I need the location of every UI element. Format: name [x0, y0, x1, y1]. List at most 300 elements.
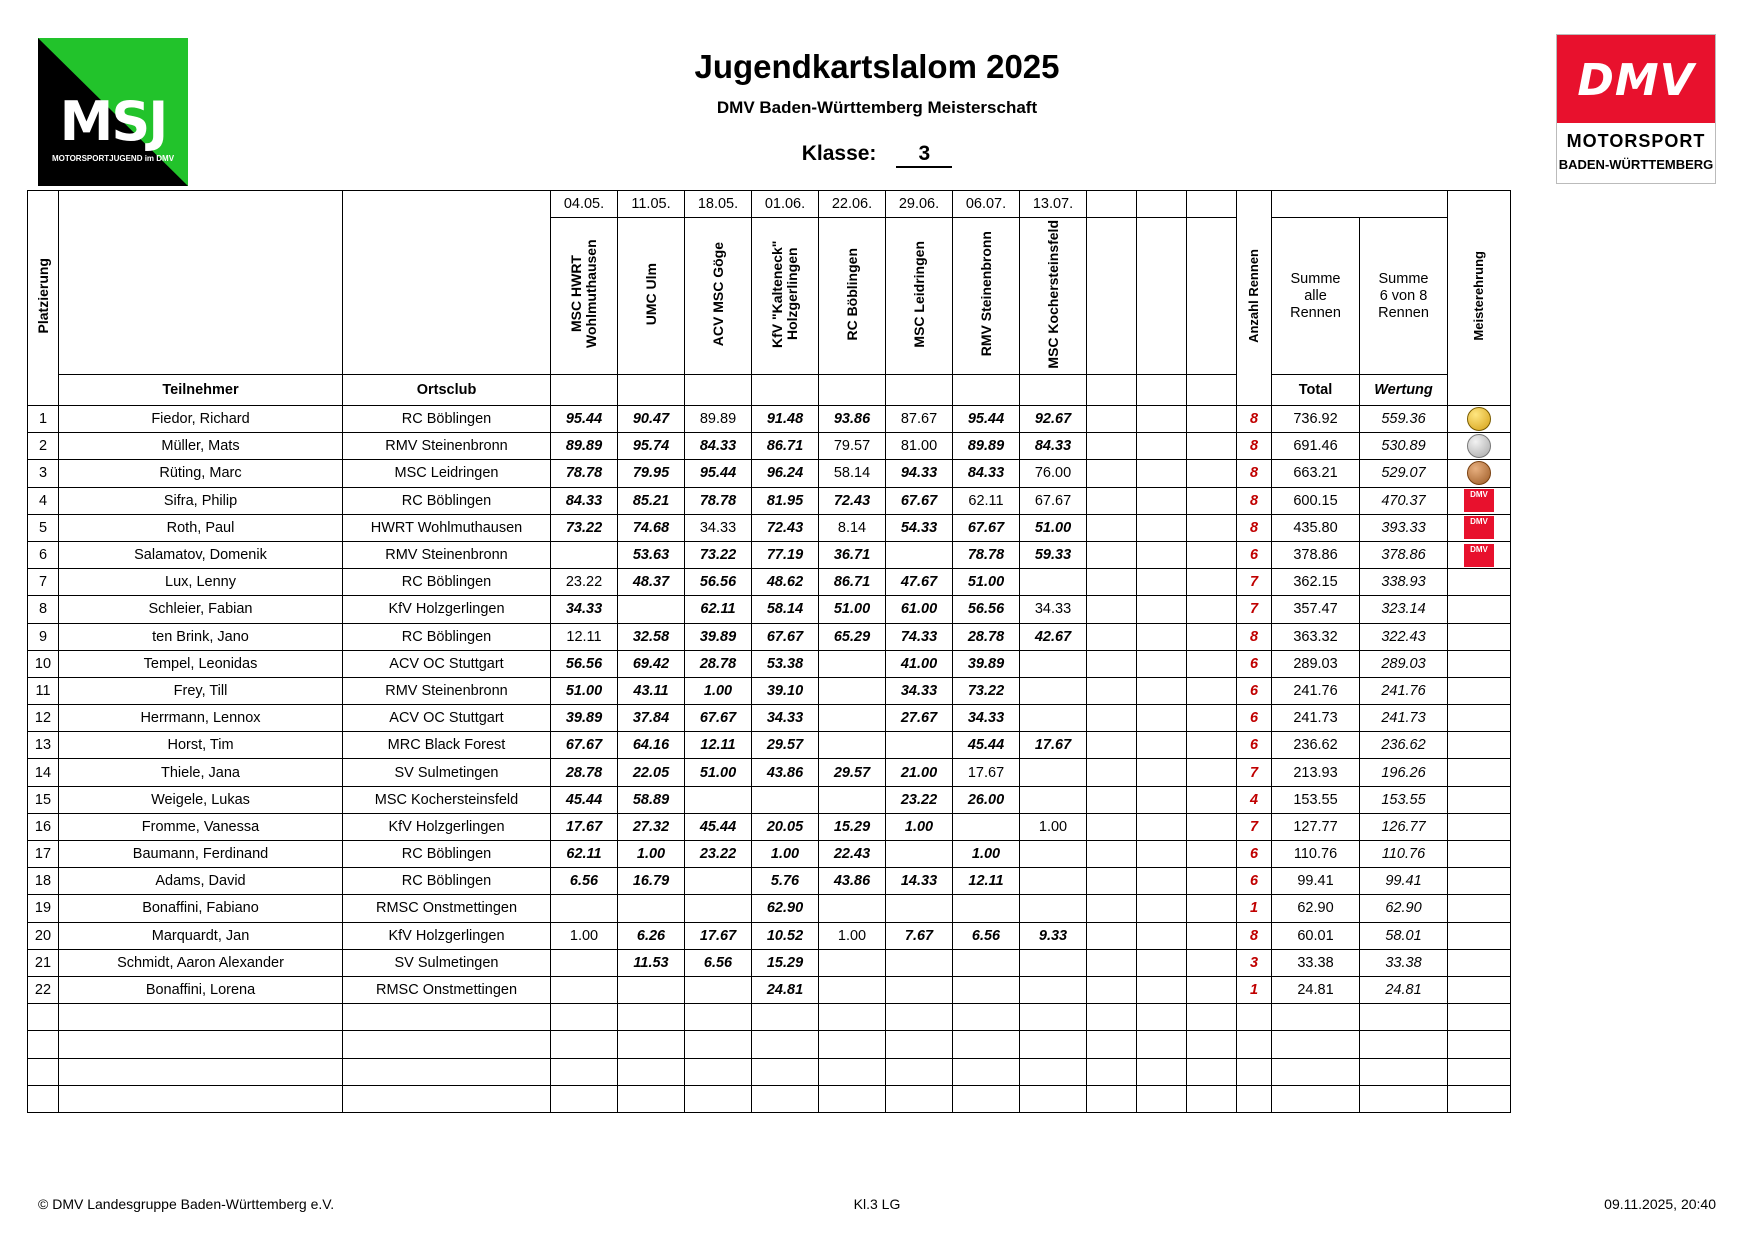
event-name-3: ACV MSC Göge	[685, 218, 752, 375]
row-race-count: 8	[1237, 623, 1272, 650]
row-result-empty-1	[1087, 406, 1137, 433]
row-result-empty-1	[1087, 1031, 1137, 1058]
row-participant: Sifra, Philip	[59, 487, 343, 514]
row-result-7: 89.89	[953, 433, 1020, 460]
row-result-7	[953, 1058, 1020, 1085]
row-result-1: 23.22	[551, 569, 618, 596]
row-participant: Salamatov, Domenik	[59, 541, 343, 568]
row-result-1: 84.33	[551, 487, 618, 514]
row-result-6	[886, 949, 953, 976]
row-position: 12	[28, 705, 59, 732]
header-row-titles	[28, 375, 1511, 406]
header-summe-6von8: Summe 6 von 8 Rennen	[1360, 218, 1448, 375]
row-result-8	[1020, 1085, 1087, 1112]
row-result-empty-3	[1187, 487, 1237, 514]
row-result-8: 92.67	[1020, 406, 1087, 433]
row-wertung: 58.01	[1360, 922, 1448, 949]
row-position: 21	[28, 949, 59, 976]
row-result-7: 34.33	[953, 705, 1020, 732]
row-result-5	[819, 1031, 886, 1058]
header-result-spacer-11	[1187, 375, 1237, 406]
row-result-5: 29.57	[819, 759, 886, 786]
header-meisterehrung: Meisterehrung	[1448, 191, 1511, 406]
row-result-1	[551, 1031, 618, 1058]
event-name-1: MSC HWRT Wohlmuthausen	[551, 218, 618, 375]
row-result-1: 95.44	[551, 406, 618, 433]
row-result-7: 95.44	[953, 406, 1020, 433]
row-participant: Schmidt, Aaron Alexander	[59, 949, 343, 976]
row-result-3: 12.11	[685, 732, 752, 759]
row-total: 435.80	[1272, 514, 1360, 541]
row-result-5: 58.14	[819, 460, 886, 487]
row-result-empty-2	[1137, 650, 1187, 677]
row-result-5	[819, 650, 886, 677]
row-result-3: 67.67	[685, 705, 752, 732]
row-result-1: 45.44	[551, 786, 618, 813]
row-honor	[1448, 976, 1511, 1003]
header-summe-alle: Summe alle Rennen	[1272, 218, 1360, 375]
row-race-count: 8	[1237, 487, 1272, 514]
row-position	[28, 1085, 59, 1112]
row-result-empty-1	[1087, 487, 1137, 514]
event-name-8: MSC Kochersteinsfeld	[1020, 218, 1087, 375]
row-result-1	[551, 1058, 618, 1085]
row-total	[1272, 1004, 1360, 1031]
row-result-7	[953, 976, 1020, 1003]
row-result-8	[1020, 1031, 1087, 1058]
row-wertung: 241.73	[1360, 705, 1448, 732]
event-name-empty-2	[1137, 218, 1187, 375]
dmv-logo	[1556, 34, 1716, 184]
row-result-4: 29.57	[752, 732, 819, 759]
row-race-count: 3	[1237, 949, 1272, 976]
row-result-8: 67.67	[1020, 487, 1087, 514]
row-result-6	[886, 1085, 953, 1112]
row-wertung: 470.37	[1360, 487, 1448, 514]
row-result-2: 1.00	[618, 841, 685, 868]
table-row	[28, 841, 1511, 868]
row-result-3: 23.22	[685, 841, 752, 868]
table-header	[28, 191, 1511, 406]
row-total: 213.93	[1272, 759, 1360, 786]
row-result-empty-3	[1187, 406, 1237, 433]
row-result-2	[618, 596, 685, 623]
row-participant: Fromme, Vanessa	[59, 813, 343, 840]
event-name-empty-3	[1187, 218, 1237, 375]
row-result-5: 65.29	[819, 623, 886, 650]
row-result-3: 56.56	[685, 569, 752, 596]
row-result-1	[551, 1004, 618, 1031]
row-result-empty-1	[1087, 895, 1137, 922]
row-result-empty-3	[1187, 759, 1237, 786]
table-row	[28, 433, 1511, 460]
row-race-count: 8	[1237, 406, 1272, 433]
row-honor	[1448, 623, 1511, 650]
row-result-1: 1.00	[551, 922, 618, 949]
row-result-6: 74.33	[886, 623, 953, 650]
row-participant: Schleier, Fabian	[59, 596, 343, 623]
row-total: 363.32	[1272, 623, 1360, 650]
row-result-empty-3	[1187, 732, 1237, 759]
row-result-1: 34.33	[551, 596, 618, 623]
row-result-empty-1	[1087, 1004, 1137, 1031]
row-honor	[1448, 460, 1511, 487]
row-honor	[1448, 1031, 1511, 1058]
row-honor	[1448, 813, 1511, 840]
row-result-empty-2	[1137, 922, 1187, 949]
header-result-spacer-6	[886, 375, 953, 406]
row-club: HWRT Wohlmuthausen	[343, 514, 551, 541]
table-row	[28, 1004, 1511, 1031]
row-result-empty-3	[1187, 705, 1237, 732]
row-result-empty-1	[1087, 732, 1137, 759]
row-participant: Herrmann, Lennox	[59, 705, 343, 732]
dmv-logo-region: BADEN-WÜRTTEMBERG	[1558, 157, 1714, 172]
row-result-4: 58.14	[752, 596, 819, 623]
row-total: 362.15	[1272, 569, 1360, 596]
row-result-6: 81.00	[886, 433, 953, 460]
header-result-spacer-2	[618, 375, 685, 406]
row-result-8	[1020, 976, 1087, 1003]
table-row	[28, 487, 1511, 514]
row-result-empty-2	[1137, 976, 1187, 1003]
row-position	[28, 1058, 59, 1085]
row-wertung	[1360, 1004, 1448, 1031]
row-wertung: 530.89	[1360, 433, 1448, 460]
row-honor	[1448, 786, 1511, 813]
row-result-8: 17.67	[1020, 732, 1087, 759]
header-result-spacer-3	[685, 375, 752, 406]
row-result-8	[1020, 868, 1087, 895]
row-result-empty-2	[1137, 841, 1187, 868]
row-participant: Bonaffini, Lorena	[59, 976, 343, 1003]
row-total: 127.77	[1272, 813, 1360, 840]
row-position: 22	[28, 976, 59, 1003]
row-result-empty-3	[1187, 1058, 1237, 1085]
row-result-empty-3	[1187, 541, 1237, 568]
header-result-spacer-7	[953, 375, 1020, 406]
row-result-4: 20.05	[752, 813, 819, 840]
row-club: RC Böblingen	[343, 841, 551, 868]
row-result-8	[1020, 895, 1087, 922]
header-result-spacer-9	[1087, 375, 1137, 406]
table-body	[28, 406, 1511, 1113]
footer-center-label: Kl.3 LG	[853, 1196, 901, 1212]
row-club: RMSC Onstmettingen	[343, 976, 551, 1003]
row-result-2: 85.21	[618, 487, 685, 514]
row-wertung: 338.93	[1360, 569, 1448, 596]
row-club: SV Sulmetingen	[343, 949, 551, 976]
row-position: 17	[28, 841, 59, 868]
row-total: 736.92	[1272, 406, 1360, 433]
row-result-2	[618, 1004, 685, 1031]
row-participant: Rüting, Marc	[59, 460, 343, 487]
row-position: 3	[28, 460, 59, 487]
row-result-5: 72.43	[819, 487, 886, 514]
row-result-4: 5.76	[752, 868, 819, 895]
row-result-empty-3	[1187, 922, 1237, 949]
row-result-5: 79.57	[819, 433, 886, 460]
row-club: MSC Kochersteinsfeld	[343, 786, 551, 813]
row-result-5: 36.71	[819, 541, 886, 568]
row-result-empty-1	[1087, 650, 1137, 677]
row-result-1	[551, 976, 618, 1003]
row-result-empty-1	[1087, 541, 1137, 568]
row-result-empty-3	[1187, 596, 1237, 623]
dmv-badge-icon: DMV	[1464, 544, 1494, 567]
row-result-2	[618, 1085, 685, 1112]
row-participant: Fiedor, Richard	[59, 406, 343, 433]
row-result-1: 89.89	[551, 433, 618, 460]
row-result-8	[1020, 759, 1087, 786]
row-result-empty-1	[1087, 1058, 1137, 1085]
event-date-8: 13.07.	[1020, 191, 1087, 218]
row-position: 14	[28, 759, 59, 786]
row-race-count: 8	[1237, 514, 1272, 541]
row-club: RMSC Onstmettingen	[343, 895, 551, 922]
row-result-3: 89.89	[685, 406, 752, 433]
row-total: 600.15	[1272, 487, 1360, 514]
row-participant: Weigele, Lukas	[59, 786, 343, 813]
row-result-empty-3	[1187, 949, 1237, 976]
row-result-2: 58.89	[618, 786, 685, 813]
row-participant: Roth, Paul	[59, 514, 343, 541]
row-wertung: 196.26	[1360, 759, 1448, 786]
row-result-8	[1020, 786, 1087, 813]
row-honor	[1448, 868, 1511, 895]
row-result-empty-2	[1137, 541, 1187, 568]
row-participant: Marquardt, Jan	[59, 922, 343, 949]
row-result-5: 1.00	[819, 922, 886, 949]
row-result-empty-2	[1137, 732, 1187, 759]
row-honor	[1448, 677, 1511, 704]
row-result-empty-2	[1137, 705, 1187, 732]
row-result-7	[953, 1031, 1020, 1058]
row-result-6: 87.67	[886, 406, 953, 433]
row-result-7	[953, 949, 1020, 976]
row-result-empty-2	[1137, 949, 1187, 976]
row-result-8	[1020, 1058, 1087, 1085]
msj-logo-subtext: MOTORSPORTJUGEND im DMV	[51, 154, 175, 163]
row-result-4: 91.48	[752, 406, 819, 433]
table-row	[28, 813, 1511, 840]
row-result-2	[618, 976, 685, 1003]
event-name-5: RC Böblingen	[819, 218, 886, 375]
row-participant	[59, 1031, 343, 1058]
row-participant: Bonaffini, Fabiano	[59, 895, 343, 922]
event-name-7: RMV Steinenbronn	[953, 218, 1020, 375]
row-participant: Baumann, Ferdinand	[59, 841, 343, 868]
row-result-6: 7.67	[886, 922, 953, 949]
row-result-empty-2	[1137, 433, 1187, 460]
dmv-logo-motorsport: MOTORSPORT	[1566, 131, 1706, 151]
event-date-2: 11.05.	[618, 191, 685, 218]
row-club: RMV Steinenbronn	[343, 541, 551, 568]
row-result-1: 39.89	[551, 705, 618, 732]
row-result-empty-2	[1137, 406, 1187, 433]
table-row	[28, 976, 1511, 1003]
row-result-1: 62.11	[551, 841, 618, 868]
row-position: 19	[28, 895, 59, 922]
row-wertung: 153.55	[1360, 786, 1448, 813]
row-race-count: 7	[1237, 569, 1272, 596]
row-result-8	[1020, 677, 1087, 704]
table-row	[28, 514, 1511, 541]
row-wertung: 393.33	[1360, 514, 1448, 541]
row-result-4: 81.95	[752, 487, 819, 514]
row-club: ACV OC Stuttgart	[343, 705, 551, 732]
row-result-2: 48.37	[618, 569, 685, 596]
row-result-5	[819, 705, 886, 732]
row-race-count: 6	[1237, 868, 1272, 895]
row-result-7	[953, 895, 1020, 922]
row-result-empty-1	[1087, 433, 1137, 460]
row-club: MSC Leidringen	[343, 460, 551, 487]
row-result-empty-3	[1187, 514, 1237, 541]
row-result-1: 73.22	[551, 514, 618, 541]
event-date-empty-2	[1137, 191, 1187, 218]
row-result-7: 67.67	[953, 514, 1020, 541]
header-dmv-bw: DMV - BW	[1272, 191, 1448, 218]
event-name-empty-1	[1087, 218, 1137, 375]
row-result-6: 54.33	[886, 514, 953, 541]
row-result-7	[953, 1085, 1020, 1112]
row-club	[343, 1004, 551, 1031]
row-result-2: 90.47	[618, 406, 685, 433]
row-result-6: 34.33	[886, 677, 953, 704]
row-result-empty-3	[1187, 650, 1237, 677]
row-result-1	[551, 541, 618, 568]
row-result-empty-1	[1087, 759, 1137, 786]
row-race-count	[1237, 1031, 1272, 1058]
row-honor	[1448, 487, 1511, 514]
row-result-2: 53.63	[618, 541, 685, 568]
row-wertung	[1360, 1031, 1448, 1058]
table-row	[28, 1085, 1511, 1112]
row-participant: Lux, Lenny	[59, 569, 343, 596]
row-club: RMV Steinenbronn	[343, 433, 551, 460]
row-honor	[1448, 705, 1511, 732]
row-total: 241.73	[1272, 705, 1360, 732]
row-result-empty-2	[1137, 1004, 1187, 1031]
row-result-empty-2	[1137, 596, 1187, 623]
row-honor	[1448, 1004, 1511, 1031]
row-race-count: 7	[1237, 596, 1272, 623]
table-row	[28, 406, 1511, 433]
dmv-badge-icon: DMV	[1464, 516, 1494, 539]
row-result-empty-3	[1187, 813, 1237, 840]
row-result-7: 28.78	[953, 623, 1020, 650]
row-result-4: 53.38	[752, 650, 819, 677]
row-result-empty-3	[1187, 841, 1237, 868]
table-row	[28, 949, 1511, 976]
row-result-empty-2	[1137, 487, 1187, 514]
row-result-3: 73.22	[685, 541, 752, 568]
table-row	[28, 895, 1511, 922]
row-honor	[1448, 1085, 1511, 1112]
row-total: 241.76	[1272, 677, 1360, 704]
row-participant: Tempel, Leonidas	[59, 650, 343, 677]
row-result-6: 61.00	[886, 596, 953, 623]
row-result-empty-1	[1087, 786, 1137, 813]
row-result-2	[618, 1031, 685, 1058]
row-result-6	[886, 1004, 953, 1031]
row-result-2: 16.79	[618, 868, 685, 895]
row-result-2: 74.68	[618, 514, 685, 541]
row-result-4: 1.00	[752, 841, 819, 868]
row-result-1	[551, 1085, 618, 1112]
row-result-empty-3	[1187, 868, 1237, 895]
row-position: 18	[28, 868, 59, 895]
silver-medal-icon	[1467, 434, 1491, 458]
row-position: 11	[28, 677, 59, 704]
event-date-empty-1	[1087, 191, 1137, 218]
row-result-empty-3	[1187, 677, 1237, 704]
row-position: 1	[28, 406, 59, 433]
row-result-empty-2	[1137, 569, 1187, 596]
results-table	[27, 190, 1511, 1113]
row-result-empty-3	[1187, 460, 1237, 487]
table-row	[28, 732, 1511, 759]
row-result-4: 62.90	[752, 895, 819, 922]
row-result-5	[819, 786, 886, 813]
row-race-count: 7	[1237, 813, 1272, 840]
row-result-1: 67.67	[551, 732, 618, 759]
row-result-2: 32.58	[618, 623, 685, 650]
row-result-empty-3	[1187, 623, 1237, 650]
row-result-2: 79.95	[618, 460, 685, 487]
row-result-7: 78.78	[953, 541, 1020, 568]
row-position: 4	[28, 487, 59, 514]
row-position: 7	[28, 569, 59, 596]
row-result-6	[886, 541, 953, 568]
klasse-label: Klasse:	[801, 142, 877, 165]
row-club: RC Böblingen	[343, 623, 551, 650]
row-club: RC Böblingen	[343, 487, 551, 514]
table-row	[28, 922, 1511, 949]
row-result-2: 22.05	[618, 759, 685, 786]
klasse-field	[0, 142, 1754, 168]
row-result-2: 69.42	[618, 650, 685, 677]
row-race-count: 8	[1237, 460, 1272, 487]
row-total: 62.90	[1272, 895, 1360, 922]
row-result-3: 1.00	[685, 677, 752, 704]
row-honor	[1448, 541, 1511, 568]
row-club: RC Böblingen	[343, 569, 551, 596]
row-result-8	[1020, 949, 1087, 976]
row-result-1: 78.78	[551, 460, 618, 487]
row-result-1: 12.11	[551, 623, 618, 650]
row-participant: Müller, Mats	[59, 433, 343, 460]
row-honor	[1448, 650, 1511, 677]
row-result-empty-1	[1087, 623, 1137, 650]
row-result-6: 41.00	[886, 650, 953, 677]
table-row	[28, 705, 1511, 732]
row-race-count: 4	[1237, 786, 1272, 813]
row-result-4: 96.24	[752, 460, 819, 487]
event-name-2: UMC Ulm	[618, 218, 685, 375]
row-result-5: 8.14	[819, 514, 886, 541]
row-wertung: 24.81	[1360, 976, 1448, 1003]
row-total	[1272, 1085, 1360, 1112]
row-wertung: 378.86	[1360, 541, 1448, 568]
row-wertung	[1360, 1085, 1448, 1112]
row-race-count: 6	[1237, 732, 1272, 759]
row-result-empty-3	[1187, 433, 1237, 460]
row-total: 236.62	[1272, 732, 1360, 759]
row-result-7	[953, 813, 1020, 840]
table-row	[28, 677, 1511, 704]
